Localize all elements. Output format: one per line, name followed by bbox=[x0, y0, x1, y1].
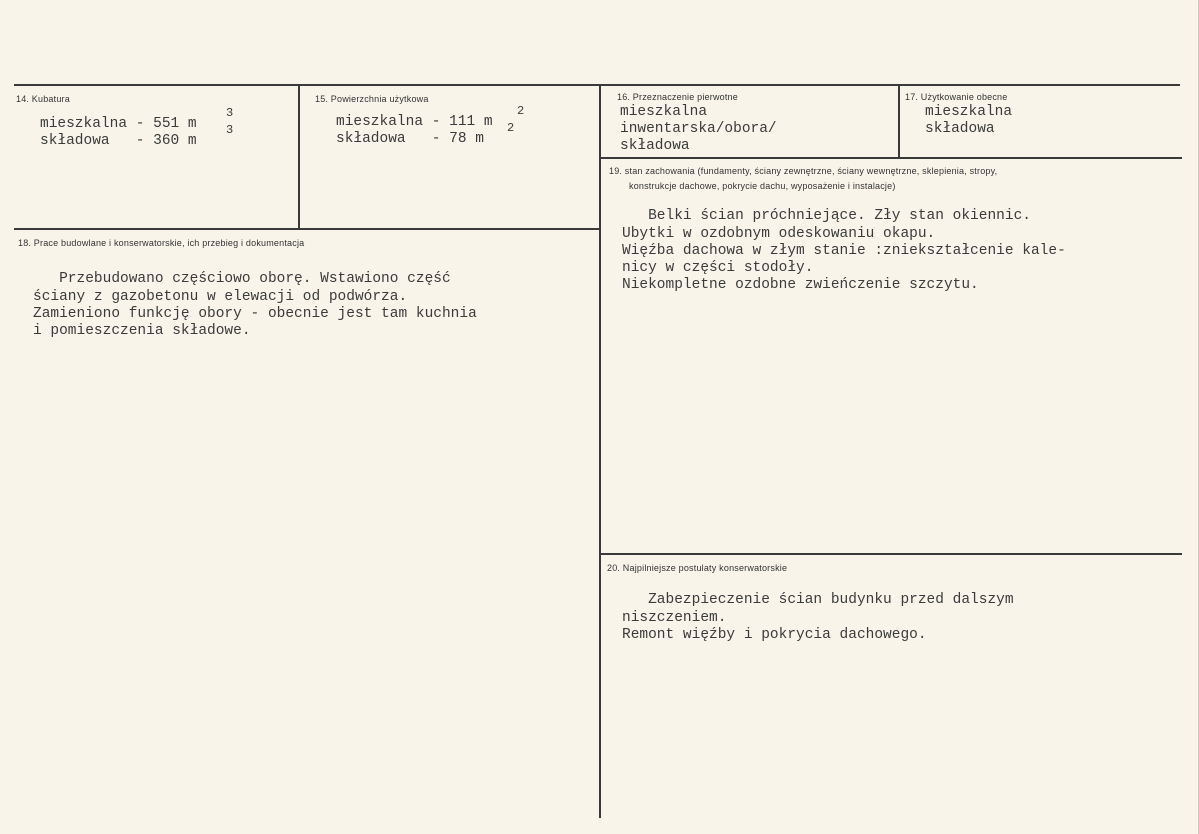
field-15-line-2: składowa - 78 m bbox=[336, 131, 484, 147]
field-15-line-1: mieszkalna - 111 m bbox=[336, 114, 493, 130]
field-14-sup-1: 3 bbox=[226, 106, 234, 120]
field-18-line-3: Zamieniono funkcję obory - obecnie jest tam kuchnia bbox=[33, 306, 477, 322]
field-19-line-1: Belki ścian próchniejące. Zły stan okiennic. bbox=[622, 208, 1031, 224]
field-18-line-4: i pomieszczenia składowe. bbox=[33, 323, 251, 339]
field-20-label: 20. Najpilniejsze postulaty konserwatorskie bbox=[607, 563, 788, 573]
field-15-sup-2: 2 bbox=[507, 121, 515, 135]
field-20-line-1: Zabezpieczenie ścian budynku przed dalszym bbox=[622, 592, 1014, 608]
field-15-label: 15. Powierzchnia użytkowa bbox=[315, 94, 429, 104]
field-20-line-2: niszczeniem. bbox=[622, 610, 727, 626]
field-17-label: 17. Użytkowanie obecne bbox=[905, 92, 1008, 102]
divider-16-17 bbox=[898, 85, 900, 157]
rule-above-20 bbox=[600, 553, 1182, 555]
field-17-line-2: składowa bbox=[925, 121, 995, 137]
field-14-line-2: składowa - 360 m bbox=[40, 133, 197, 149]
field-19-label-line-2: konstrukcje dachowe, pokrycie dachu, wyposażenie i instalacje) bbox=[629, 181, 896, 191]
field-16-label: 16. Przeznaczenie pierwotne bbox=[617, 92, 738, 102]
field-16-line-2: inwentarska/obora/ bbox=[620, 121, 777, 137]
rule-under-16-17 bbox=[600, 157, 1182, 159]
field-18-line-1: Przebudowano częściowo oborę. Wstawiono część bbox=[33, 271, 451, 287]
field-20-line-3: Remont więźby i pokrycia dachowego. bbox=[622, 627, 927, 643]
divider-14-15 bbox=[298, 85, 300, 228]
field-19-line-5: Niekompletne ozdobne zwieńczenie szczytu. bbox=[622, 277, 979, 293]
rule-under-14-15 bbox=[14, 228, 600, 230]
field-14-sup-2: 3 bbox=[226, 123, 234, 137]
field-15-sup-1: 2 bbox=[517, 104, 525, 118]
field-19-line-3: Więźba dachowa w złym stanie :zniekształcenie kale- bbox=[622, 243, 1066, 259]
field-16-line-1: mieszkalna bbox=[620, 104, 708, 120]
field-14-line-1: mieszkalna - 551 m bbox=[40, 116, 197, 132]
field-16-line-3: składowa bbox=[620, 138, 690, 154]
field-14-label: 14. Kubatura bbox=[16, 94, 70, 104]
field-19-label-line-1: 19. stan zachowania (fundamenty, ściany zewnętrzne, ściany wewnętrzne, sklepienia, stropy, bbox=[609, 166, 998, 176]
field-18-line-2: ściany z gazobetonu w elewacji od podwórza. bbox=[33, 289, 408, 305]
divider-center bbox=[599, 85, 601, 818]
field-17-line-1: mieszkalna bbox=[925, 104, 1013, 120]
field-19-line-2: Ubytki w ozdobnym odeskowaniu okapu. bbox=[622, 226, 936, 242]
field-19-line-4: nicy w części stodoły. bbox=[622, 260, 814, 276]
top-rule bbox=[14, 84, 1180, 86]
field-18-label: 18. Prace budowlane i konserwatorskie, ich przebieg i dokumentacja bbox=[18, 238, 305, 248]
